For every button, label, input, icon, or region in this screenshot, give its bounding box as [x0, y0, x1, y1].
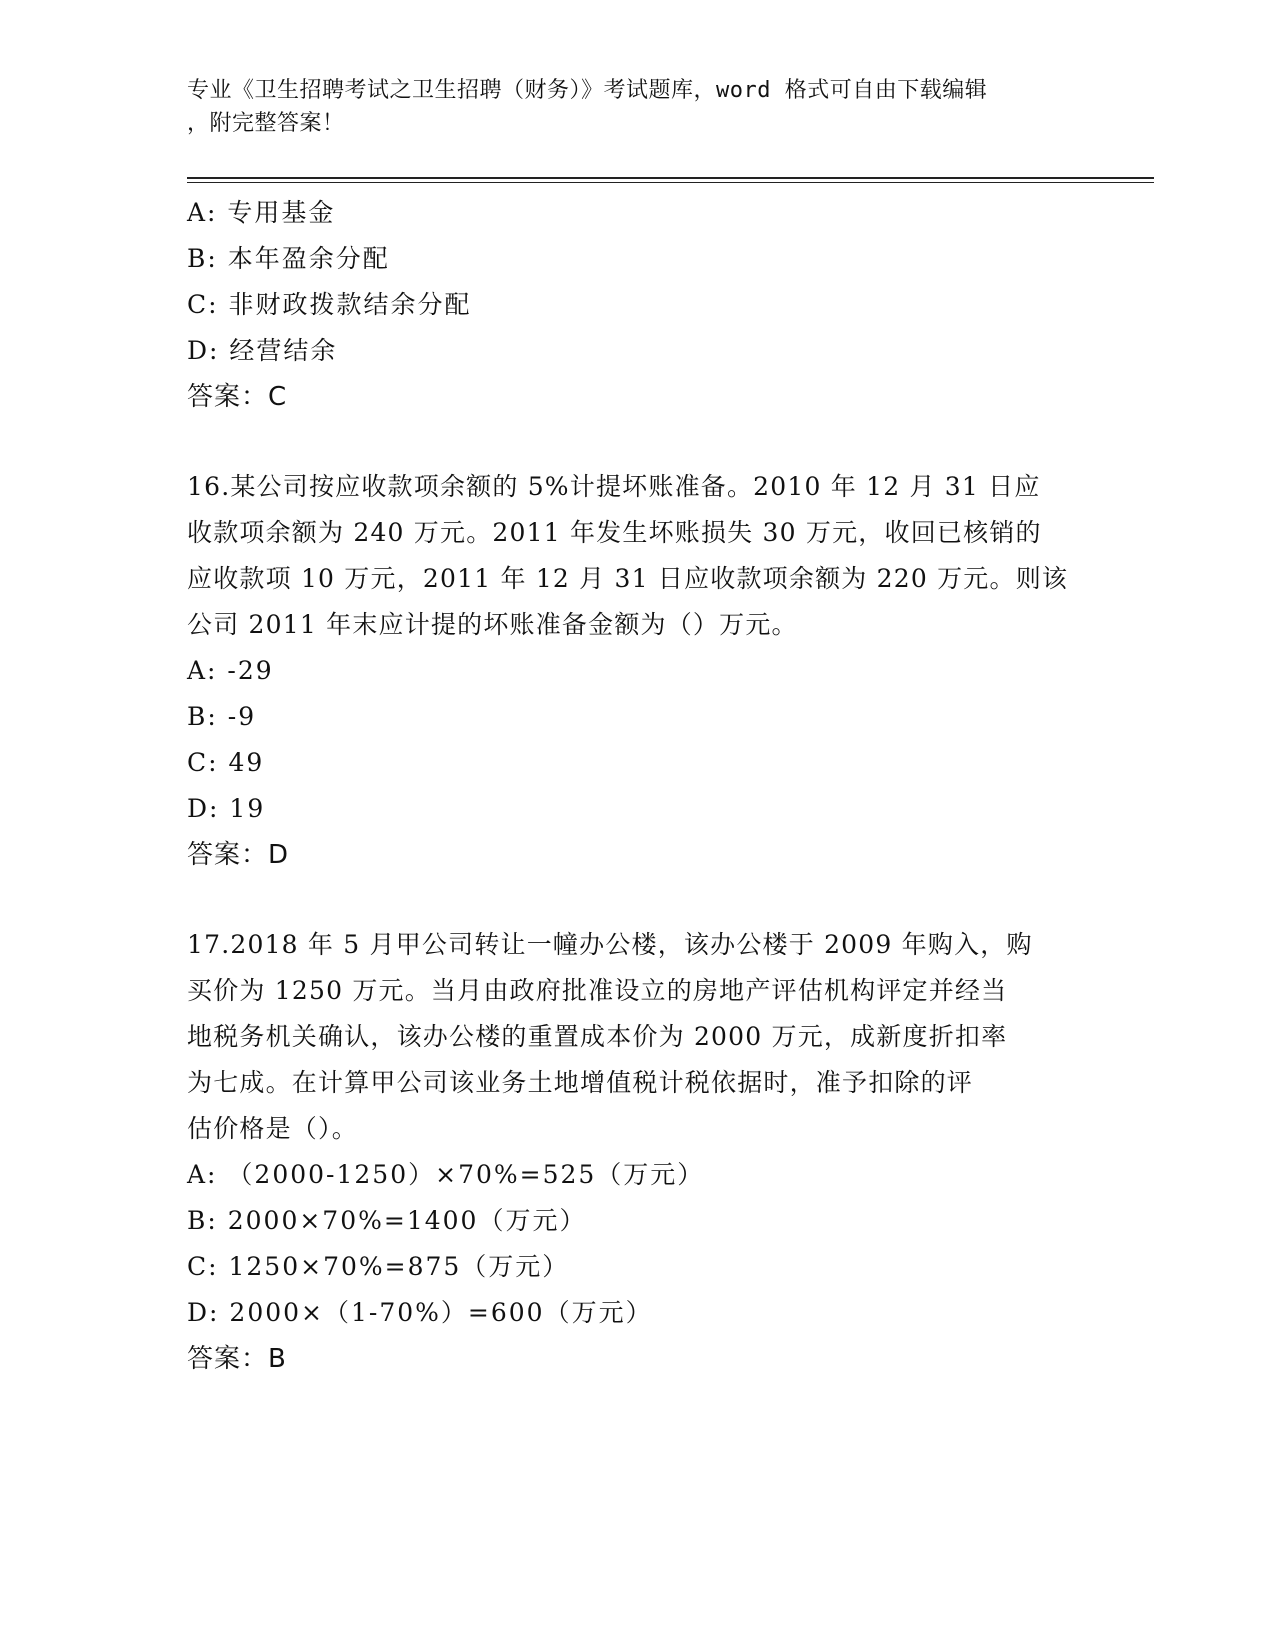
question-block — [187, 190, 1087, 420]
answer-line: 答案：D — [187, 840, 290, 870]
option-b: B: 本年盈余分配 — [187, 244, 390, 273]
question-stem-line: 估价格是（）。 — [187, 1114, 358, 1143]
question-stem-line: 16.某公司按应收款项余额的 5%计提坏账准备。2010 年 12 月 31 日应 — [187, 472, 1041, 501]
question-stem-line: 买价为 1250 万元。当月由政府批准设立的房地产评估机构评定并经当 — [187, 976, 1008, 1005]
option-a: A: （2000-1250）×70%=525（万元） — [187, 1160, 705, 1189]
option-d: D: 19 — [187, 794, 266, 823]
header-divider-thin — [187, 182, 1154, 183]
question-block — [187, 464, 1087, 878]
question-stem-line: 地税务机关确认，该办公楼的重置成本价为 2000 万元，成新度折扣率 — [187, 1022, 1008, 1051]
option-d: D: 经营结余 — [187, 336, 338, 365]
question-stem-line: 收款项余额为 240 万元。2011 年发生坏账损失 30 万元，收回已核销的 — [187, 518, 1042, 547]
question-list — [187, 190, 1087, 1382]
header-line: 专业《卫生招聘考试之卫生招聘（财务）》考试题库，word 格式可自由下载编辑 — [187, 78, 988, 103]
option-c: C: 49 — [187, 748, 265, 777]
question-stem-line: 为七成。在计算甲公司该业务土地增值税计税依据时，准予扣除的评 — [187, 1068, 974, 1097]
spacer — [187, 878, 1087, 922]
question-stem-line: 公司 2011 年末应计提的坏账准备金额为（）万元。 — [187, 610, 798, 639]
option-c: C: 非财政拨款结余分配 — [187, 290, 472, 319]
option-d: D: 2000×（1-70%）=600（万元） — [187, 1298, 653, 1327]
option-c: C: 1250×70%=875（万元） — [187, 1252, 570, 1281]
option-a: A: -29 — [187, 656, 274, 685]
option-a: A: 专用基金 — [187, 198, 336, 227]
option-b: B: -9 — [187, 702, 257, 731]
header-divider-thick — [187, 177, 1154, 179]
question-stem-line: 应收款项 10 万元，2011 年 12 月 31 日应收款项余额为 220 万元。则该 — [187, 564, 1069, 593]
header-line: ，附完整答案！ — [187, 111, 345, 136]
answer-line: 答案：B — [187, 1344, 287, 1374]
question-stem-line: 17.2018 年 5 月甲公司转让一幢办公楼，该办公楼于 2009 年购入，购 — [187, 930, 1033, 959]
question-block — [187, 922, 1087, 1382]
answer-line: 答案：C — [187, 382, 288, 412]
spacer — [187, 420, 1087, 464]
option-b: B: 2000×70%=1400（万元） — [187, 1206, 587, 1235]
document-header — [187, 74, 1067, 140]
